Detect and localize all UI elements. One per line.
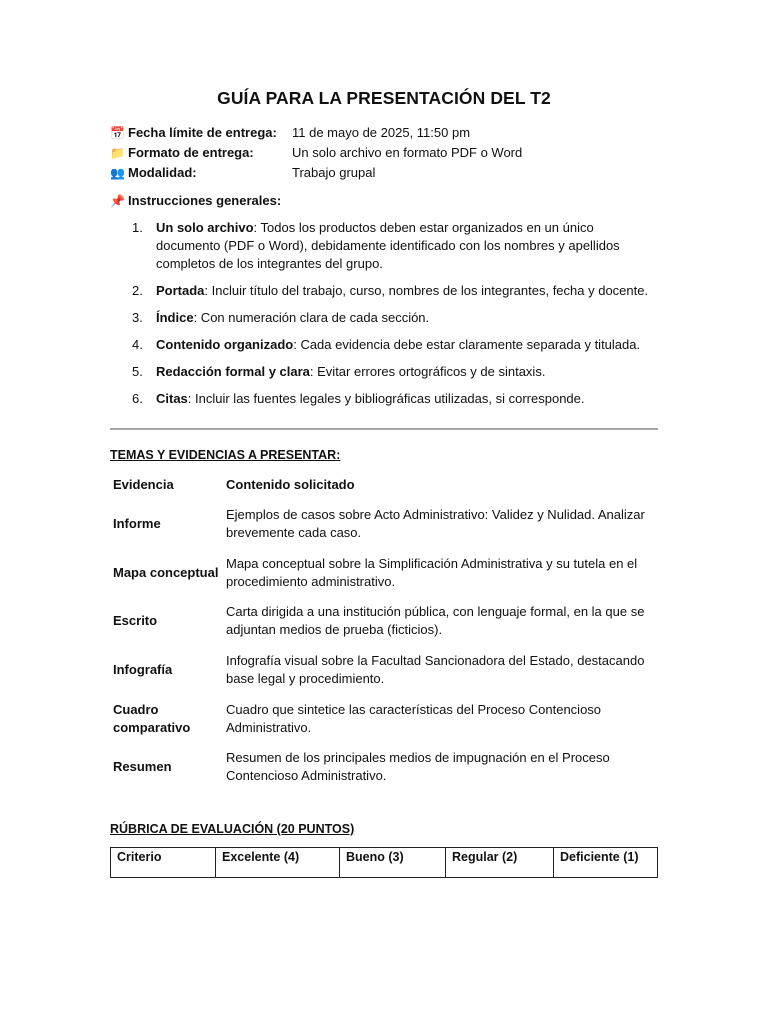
evidence-content: Cuadro que sintetice las características del Proceso Contencioso Administrativo. bbox=[226, 701, 602, 735]
evidence-name: Mapa conceptual bbox=[113, 564, 219, 580]
list-item: 6. Citas: Incluir las fuentes legales y bibliográficas utilizadas, si corresponde. bbox=[132, 391, 585, 406]
evidence-name: Escrito bbox=[113, 613, 158, 629]
header-cell: Evidencia bbox=[113, 477, 174, 492]
modality-row bbox=[110, 163, 658, 183]
evidence-content: Ejemplos de casos sobre Acto Administrativo: Validez y Nulidad. Analizar brevemente cada caso. bbox=[226, 507, 645, 541]
list-item: 4. Contenido organizado: Cada evidencia debe estar claramente separada y titulada. bbox=[132, 337, 641, 352]
calendar-icon: 📅 bbox=[110, 126, 125, 140]
evidence-content: Resumen de los principales medios de impugnación en el Proceso Contencioso Administrativo. bbox=[226, 750, 610, 784]
document-page bbox=[110, 86, 658, 878]
list-item: 1. Un solo archivo: Todos los productos deben estar organizados en un único documento (PDF o Word), debidamente identificado con los nombres y apellidos completos de los integrantes del grupo. bbox=[132, 220, 620, 271]
delivery-info bbox=[110, 123, 658, 183]
format-value: Un solo archivo en formato PDF o Word bbox=[292, 145, 523, 160]
rubric-excellent-header: Excelente (4) bbox=[216, 847, 340, 877]
list-item: 3. Índice: Con numeración clara de cada sección. bbox=[132, 310, 430, 325]
rubric-regular-header: Regular (2) bbox=[446, 847, 554, 877]
format-row bbox=[110, 143, 658, 163]
page-title: GUÍA PARA LA PRESENTACIÓN DEL T2 bbox=[217, 88, 551, 108]
deadline-value: 11 de mayo de 2025, 11:50 pm bbox=[292, 125, 471, 140]
evidence-content: Infografía visual sobre la Facultad Sancionadora del Estado, destacando base legal y procedimiento. bbox=[226, 653, 645, 687]
table-header-row bbox=[110, 470, 658, 500]
list-item: 2. Portada: Incluir título del trabajo, curso, nombres de los integrantes, fecha y docente. bbox=[132, 283, 649, 298]
table-row bbox=[110, 646, 658, 695]
rubric-good-header: Bueno (3) bbox=[340, 847, 446, 877]
instructions-heading: 📌 Instrucciones generales: bbox=[110, 191, 658, 211]
deadline-label: Fecha límite de entrega: bbox=[128, 125, 277, 140]
evidences-heading: TEMAS Y EVIDENCIAS A PRESENTAR: bbox=[110, 448, 341, 462]
rubric-heading: RÚBRICA DE EVALUACIÓN (20 PUNTOS) bbox=[110, 821, 355, 836]
deadline-row bbox=[110, 123, 658, 143]
instructions-list bbox=[110, 219, 658, 408]
modality-value: Trabajo grupal bbox=[292, 165, 376, 180]
list-item: 5. Redacción formal y clara: Evitar errores ortográficos y de sintaxis. bbox=[132, 364, 546, 379]
people-icon: 👥 bbox=[110, 166, 125, 180]
format-label: Formato de entrega: bbox=[128, 145, 254, 160]
evidence-content: Mapa conceptual sobre la Simplificación Administrativa y su tutela en el procedimiento administrativo. bbox=[226, 555, 638, 589]
table-header-row bbox=[111, 847, 658, 877]
rubric-criterion-header: Criterio bbox=[111, 847, 216, 877]
evidence-name: Resumen bbox=[113, 759, 172, 775]
header-cell: Contenido solicitado bbox=[226, 477, 355, 492]
evidence-name: Infografía bbox=[113, 662, 173, 678]
evidence-name: Informe bbox=[113, 516, 161, 532]
section-divider bbox=[110, 428, 658, 430]
evidences-table bbox=[110, 470, 658, 792]
table-row bbox=[110, 500, 658, 549]
modality-label: Modalidad: bbox=[128, 165, 197, 180]
folder-icon: 📁 bbox=[110, 146, 125, 160]
pushpin-icon: 📌 bbox=[110, 194, 125, 208]
table-row bbox=[110, 743, 658, 792]
table-row bbox=[110, 597, 658, 646]
rubric-deficient-header: Deficiente (1) bbox=[554, 847, 658, 877]
rubric-table bbox=[110, 847, 658, 878]
evidence-name: Cuadro comparativo bbox=[113, 701, 191, 735]
evidence-content: Carta dirigida a una institución pública, con lenguaje formal, en la que se adjuntan medios de prueba (ficticios). bbox=[226, 604, 645, 638]
table-row bbox=[110, 694, 658, 743]
table-row bbox=[110, 549, 658, 598]
